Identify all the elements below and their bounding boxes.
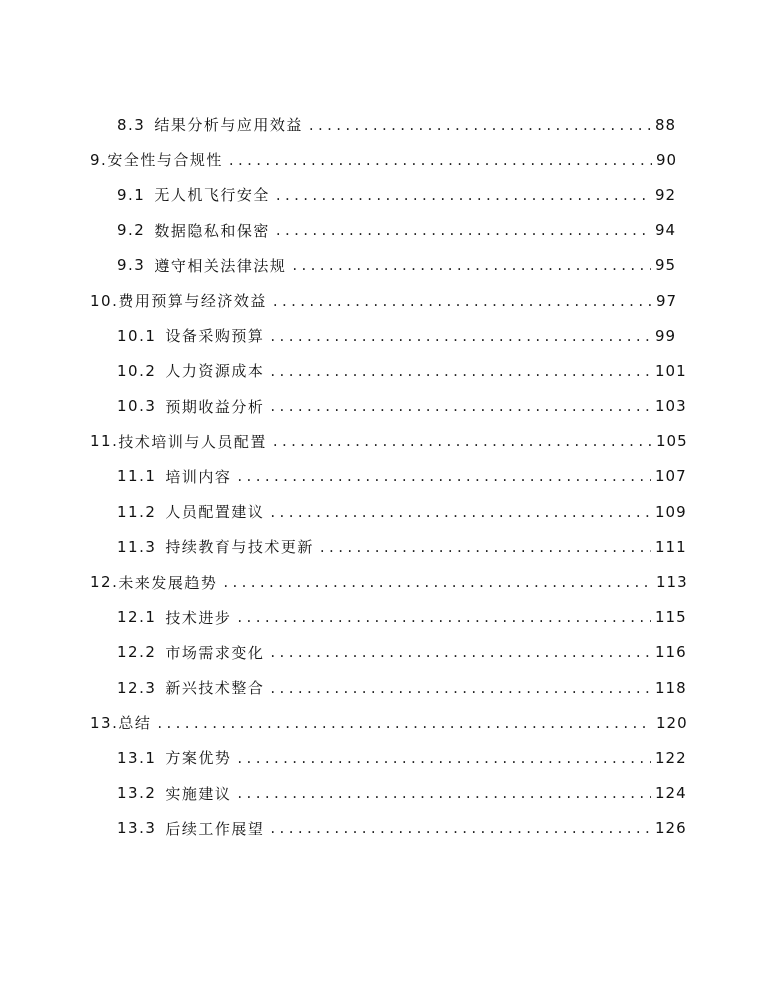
dot-leader [237,749,651,767]
dot-leader [273,432,652,450]
toc-entry-number: 11.3 [117,537,157,556]
toc-entry-number: 13.1 [117,748,157,767]
dot-leader [270,327,651,345]
toc-entry-number: 10. [90,291,119,310]
toc-entry-number: 10.2 [117,361,157,380]
toc-section-entry[interactable] [0,776,765,811]
toc-entry-page-number: 124 [655,784,687,803]
toc-entry-title: 人员配置建议 [165,503,265,522]
toc-section-entry[interactable] [0,740,765,775]
dot-leader [270,643,651,661]
dot-leader [237,467,651,485]
toc-section-entry[interactable] [0,600,765,635]
toc-chapter-entry[interactable] [0,564,765,599]
toc-entry-number: 9.1 [117,185,146,204]
toc-entry-title: 总结 [118,714,152,733]
toc-chapter-entry[interactable] [0,142,765,177]
toc-entry-title: 未来发展趋势 [118,573,218,592]
toc-entry-title: 实施建议 [165,784,232,803]
toc-entry-number: 10.1 [117,326,157,345]
dot-leader [309,116,651,134]
toc-entry-number: 12.1 [117,608,157,627]
toc-section-entry[interactable] [0,353,765,388]
toc-entry-title: 费用预算与经济效益 [118,292,267,311]
toc-entry-title: 设备采购预算 [165,327,265,346]
toc-entry-title: 后续工作展望 [165,819,265,838]
toc-chapter-entry[interactable] [0,283,765,318]
toc-entry-number: 12.3 [117,678,157,697]
toc-entry-page-number: 88 [655,115,677,134]
toc-entry-title: 市场需求变化 [165,643,265,662]
toc-entry-number: 11.2 [117,502,157,521]
toc-entry-number: 13.3 [117,819,157,838]
toc-entry-number: 11.1 [117,467,157,486]
toc-entry-page-number: 122 [655,748,687,767]
dot-leader [229,151,652,169]
toc-section-entry[interactable] [0,670,765,705]
toc-entry-page-number: 103 [655,397,687,416]
dot-leader [273,292,652,310]
toc-entry-number: 12.2 [117,643,157,662]
toc-entry-page-number: 109 [655,502,687,521]
toc-entry-page-number: 97 [656,291,678,310]
toc-entry-page-number: 90 [656,150,678,169]
toc-entry-page-number: 94 [655,221,677,240]
toc-entry-page-number: 99 [655,326,677,345]
toc-entry-number: 13.2 [117,784,157,803]
toc-entry-number: 12. [90,573,119,592]
dot-leader [237,608,651,626]
toc-chapter-entry[interactable] [0,705,765,740]
toc-entry-page-number: 107 [655,467,687,486]
toc-entry-title: 方案优势 [165,749,232,768]
dot-leader [270,362,651,380]
toc-entry-number: 10.3 [117,397,157,416]
toc-entry-page-number: 113 [656,573,688,592]
toc-section-entry[interactable] [0,635,765,670]
dot-leader [157,714,652,732]
toc-chapter-entry[interactable] [0,424,765,459]
toc-entry-page-number: 126 [655,819,687,838]
table-of-contents [0,107,765,846]
toc-entry-number: 9. [90,150,108,169]
dot-leader [276,221,651,239]
toc-entry-title: 新兴技术整合 [165,679,265,698]
dot-leader [270,503,651,521]
toc-entry-title: 技术培训与人员配置 [118,432,267,451]
toc-entry-page-number: 118 [655,678,687,697]
dot-leader [292,256,651,274]
dot-leader [320,538,651,556]
toc-section-entry[interactable] [0,248,765,283]
toc-entry-number: 8.3 [117,115,146,134]
toc-entry-title: 结果分析与应用效益 [154,116,303,135]
dot-leader [223,573,652,591]
toc-entry-number: 9.3 [117,256,146,275]
toc-entry-page-number: 101 [655,361,687,380]
toc-section-entry[interactable] [0,459,765,494]
toc-section-entry[interactable] [0,318,765,353]
toc-section-entry[interactable] [0,529,765,564]
toc-entry-title: 人力资源成本 [165,362,265,381]
toc-entry-number: 13. [90,713,119,732]
dot-leader [270,679,651,697]
toc-section-entry[interactable] [0,389,765,424]
toc-entry-page-number: 120 [656,713,688,732]
toc-entry-page-number: 111 [655,537,687,556]
toc-entry-page-number: 105 [656,432,688,451]
dot-leader [270,819,651,837]
toc-entry-page-number: 95 [655,256,677,275]
toc-entry-title: 遵守相关法律法规 [154,256,287,275]
toc-section-entry[interactable] [0,213,765,248]
toc-entry-title: 培训内容 [165,467,232,486]
toc-entry-title: 无人机飞行安全 [154,186,270,205]
dot-leader [270,397,651,415]
dot-leader [237,784,651,802]
toc-entry-page-number: 116 [655,643,687,662]
toc-entry-title: 持续教育与技术更新 [165,538,314,557]
toc-entry-title: 安全性与合规性 [107,151,223,170]
dot-leader [276,186,651,204]
toc-entry-title: 预期收益分析 [165,397,265,416]
toc-entry-page-number: 92 [655,185,677,204]
toc-section-entry[interactable] [0,177,765,212]
toc-entry-title: 技术进步 [165,608,232,627]
toc-entry-number: 9.2 [117,221,146,240]
toc-section-entry[interactable] [0,107,765,142]
toc-entry-page-number: 115 [655,608,687,627]
toc-section-entry[interactable] [0,494,765,529]
toc-section-entry[interactable] [0,811,765,846]
toc-entry-title: 数据隐私和保密 [154,221,270,240]
toc-entry-number: 11. [90,432,119,451]
